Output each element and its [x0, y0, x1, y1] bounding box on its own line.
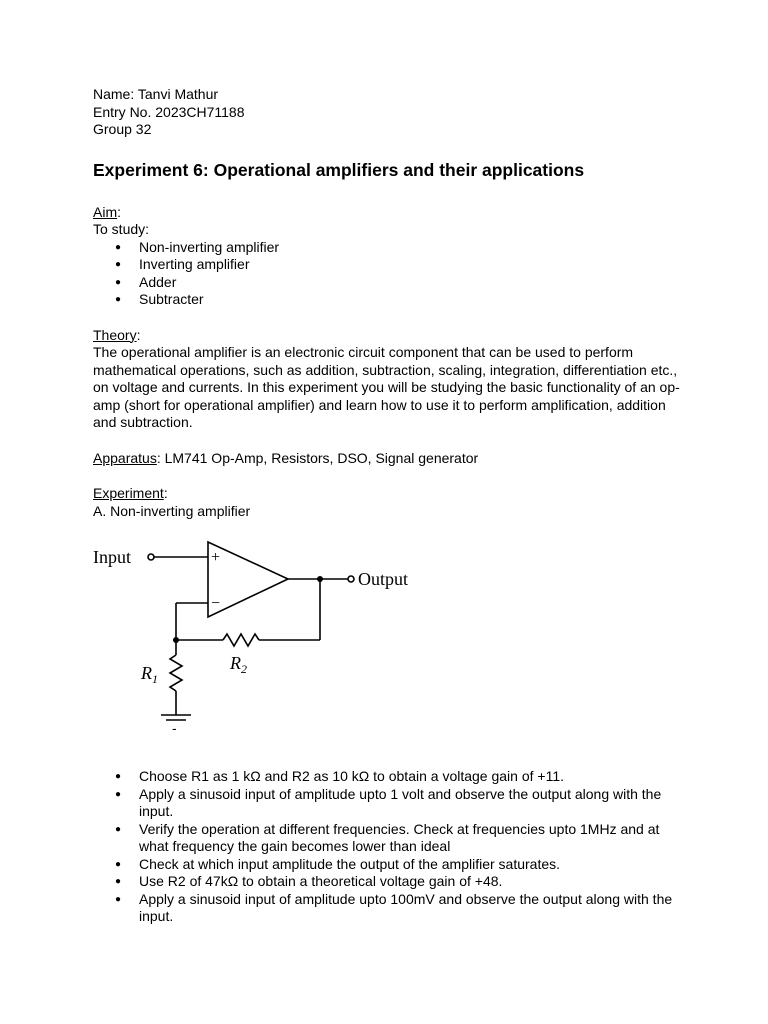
r2-letter: R: [230, 653, 241, 673]
theory-heading: [93, 327, 683, 345]
list-item: ● Verify the operation at different frequencies. Check at frequencies upto 1MHz and at what frequency the gain becomes lower than ideal: [93, 821, 683, 856]
experiment-heading: [93, 485, 683, 503]
group-number: Group 32: [93, 121, 152, 137]
minus-sign: −: [211, 595, 221, 612]
list-item: ● Non-inverting amplifier: [93, 239, 683, 257]
list-item: ● Inverting amplifier: [93, 256, 683, 274]
list-item: ● Apply a sinusoid input of amplitude upto 100mV and observe the output along with the input.: [93, 891, 683, 926]
list-item: ● Apply a sinusoid input of amplitude upto 1 volt and observe the output along with the input.: [93, 786, 683, 821]
plus-sign: +: [211, 549, 221, 566]
apparatus-label: Apparatus: [93, 449, 157, 466]
experiment-label: Experiment: [93, 485, 164, 501]
junction-node-dot: [173, 637, 179, 643]
list-item: ● Subtracter: [93, 291, 683, 309]
document-page: [93, 86, 683, 520]
aim-label: Aim: [93, 203, 118, 220]
apparatus-text: : LM741 Op-Amp, Resistors, DSO, Signal generator: [156, 449, 479, 466]
r2-subscript: 2: [241, 662, 247, 676]
output-label: Output: [358, 569, 409, 589]
student-name: Name: Tanvi Mathur: [93, 86, 219, 102]
procedure-list: [93, 768, 683, 926]
list-item: ● Use R2 of 47kΩ to obtain a theoretical voltage gain of +48.: [93, 873, 683, 891]
page-title: Experiment 6: Operational amplifiers and their applications: [93, 159, 585, 180]
ground-mark: -: [172, 720, 177, 735]
r2-resistor: [223, 634, 259, 646]
aim-intro: To study:: [93, 221, 150, 237]
theory-label: Theory: [93, 326, 137, 343]
list-item: ● Check at which input amplitude the output of the amplifier saturates.: [93, 856, 683, 874]
aim-list: [93, 239, 683, 309]
r1-letter: R: [141, 663, 152, 683]
aim-colon: :: [117, 203, 122, 220]
entry-number: Entry No. 2023CH71188: [93, 103, 245, 120]
output-node-dot: [317, 576, 323, 582]
input-terminal: [148, 554, 154, 560]
output-terminal: [348, 576, 354, 582]
theory-colon: :: [136, 326, 141, 343]
apparatus-line: [93, 450, 683, 468]
r1-subscript: 1: [152, 672, 158, 686]
aim-heading: [93, 204, 683, 222]
r1-label: [140, 663, 158, 686]
r2-label: [229, 653, 247, 676]
r1-resistor: [170, 655, 182, 691]
non-inverting-amplifier-circuit: [93, 535, 423, 735]
list-item: ● Adder: [93, 274, 683, 292]
list-item: ● Choose R1 as 1 kΩ and R2 as 10 kΩ to obtain a voltage gain of +11.: [93, 768, 683, 786]
input-label: Input: [93, 547, 131, 567]
section-a-heading: A. Non-inverting amplifier: [93, 502, 251, 519]
theory-text: The operational amplifier is an electronic circuit component that can be used to perform mathematical operations, such as addition, subtraction, scaling, integration, differentiation etc., on voltage and currents. In this experiment you will be studying the basic functionality of an op-amp (short for operational amplifier) and learn how to use it to perform amplification, addition and subtraction.: [93, 344, 680, 430]
experiment-colon: :: [163, 485, 168, 501]
